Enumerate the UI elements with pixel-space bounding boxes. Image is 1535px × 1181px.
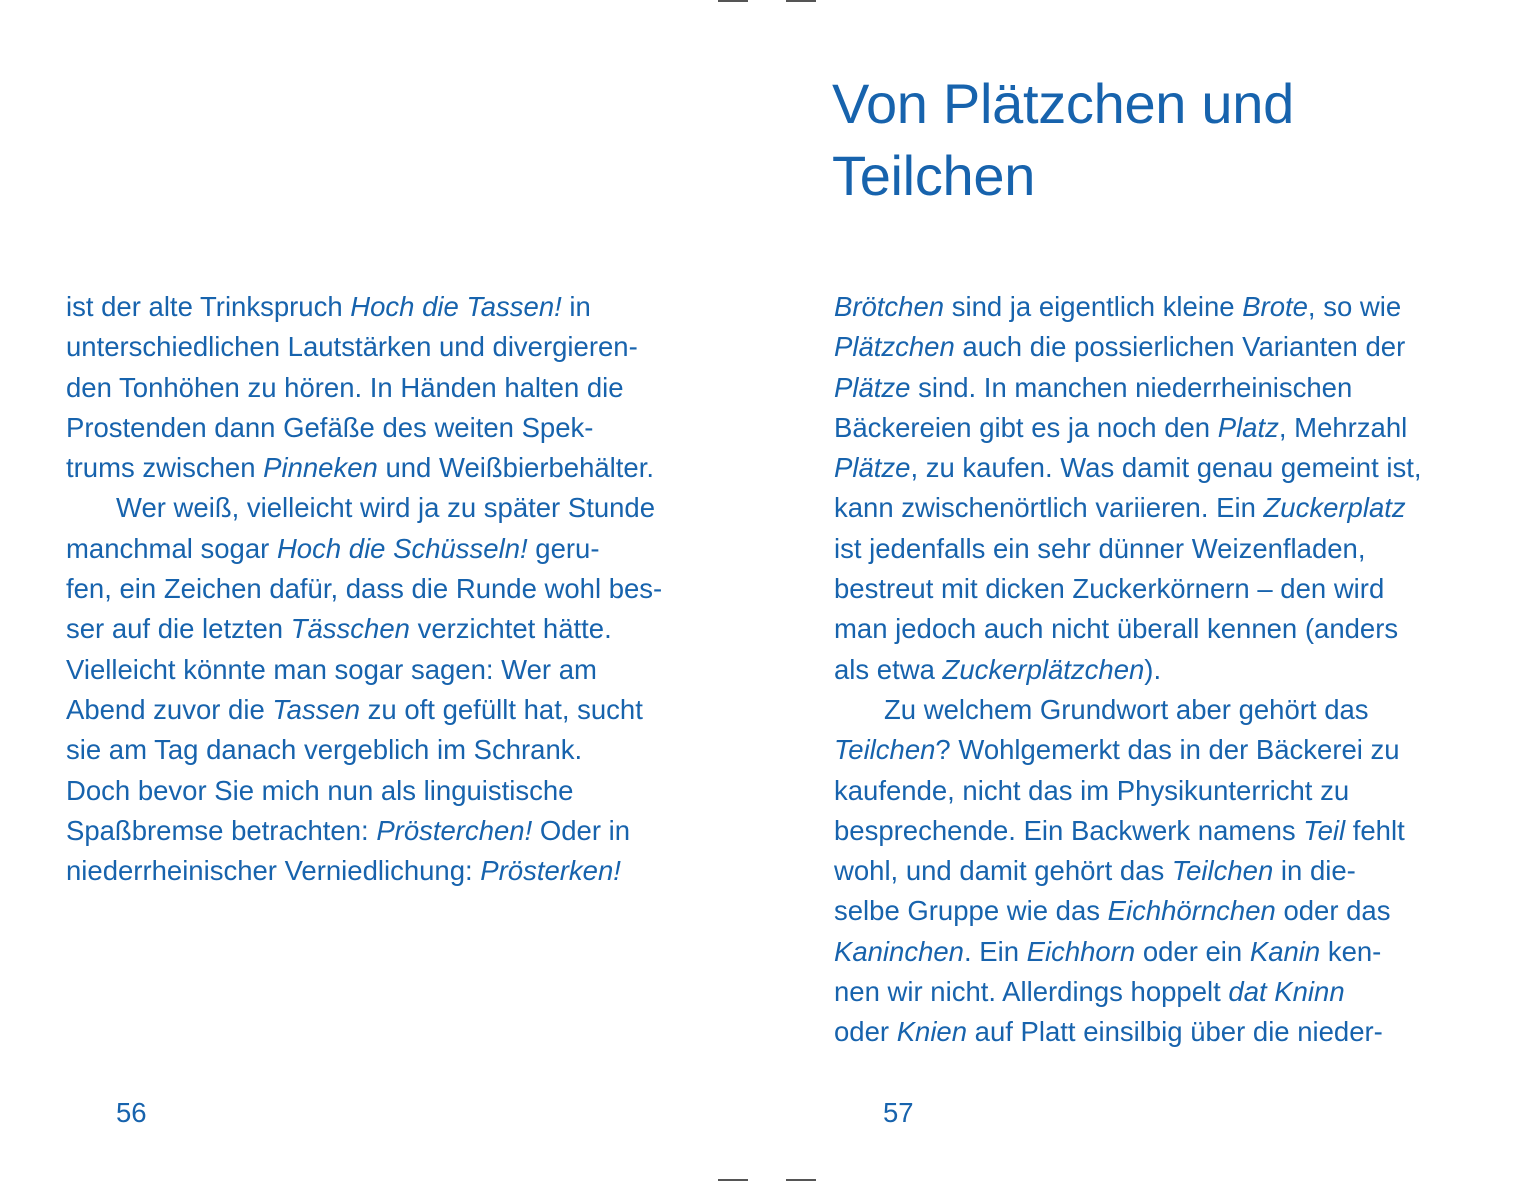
chapter-title-line: Teilchen <box>832 144 1036 207</box>
text-segment: Bäckereien gibt es ja noch den <box>834 411 1218 443</box>
italic-term: Hoch die Tassen! <box>350 291 562 322</box>
text-segment: wohl, und damit gehört das <box>834 855 1172 887</box>
italic-term: Prösterken! <box>480 855 621 887</box>
text-segment: ? Wohlgemerkt das in der Bäckerei zu <box>935 734 1400 766</box>
italic-term: Plätzchen <box>834 331 955 363</box>
italic-term: Eichhorn <box>1026 935 1136 967</box>
text-segment: man jedoch auch nicht überall kennen (anders <box>834 613 1399 645</box>
italic-term: Kaninchen <box>834 935 964 967</box>
italic-term: Teilchen <box>1171 855 1274 887</box>
text-segment: und Weißbierbehälter. <box>377 452 655 484</box>
text-segment: selbe Gruppe wie das <box>834 895 1108 927</box>
text-segment: Doch bevor Sie mich nun als linguistische <box>66 774 574 806</box>
text-line <box>834 327 1421 367</box>
text-segment: oder ein <box>1135 935 1250 967</box>
italic-term: Hoch die Schüsseln! <box>276 532 528 564</box>
text-segment: kaufende, nicht das im Physikunterricht zu <box>834 774 1350 806</box>
text-segment: Wer weiß, vielleicht wird ja zu später Stunde <box>116 492 656 524</box>
text-segment: kann zwischenörtlich variieren. Ein <box>834 492 1264 524</box>
italic-term: dat Kninn <box>1228 976 1345 1008</box>
text-line <box>66 811 662 851</box>
text-line <box>66 730 662 770</box>
text-segment: oder das <box>1275 895 1391 927</box>
italic-term: Kanin <box>1249 935 1321 967</box>
text-segment: , so wie <box>1307 291 1402 322</box>
italic-term: Teil <box>1303 814 1346 846</box>
text-line <box>66 408 662 448</box>
text-line <box>66 690 662 730</box>
text-segment: ist der alte Trinkspruch <box>66 291 351 322</box>
text-segment: auf Platt einsilbig über die nieder- <box>967 1016 1383 1048</box>
text-line <box>66 569 662 609</box>
text-segment: Spaßbremse betrachten: <box>66 814 377 846</box>
text-segment: ser auf die letzten <box>66 613 291 645</box>
italic-term: Tässchen <box>290 613 410 645</box>
text-line <box>66 287 662 327</box>
text-line <box>66 851 662 891</box>
italic-term: Knien <box>896 1016 968 1048</box>
text-line <box>834 287 1421 327</box>
text-line <box>834 448 1421 488</box>
italic-term: Teilchen <box>834 734 936 766</box>
text-line <box>834 811 1421 851</box>
text-segment: als etwa <box>834 653 943 685</box>
text-segment: Prostenden dann Gefäße des weiten Spek- <box>66 411 594 443</box>
text-segment: ). <box>1144 653 1162 685</box>
right-page <box>767 0 1535 1181</box>
italic-term: Zuckerplatz <box>1263 492 1406 524</box>
text-line <box>66 529 662 569</box>
text-segment: oder <box>834 1016 897 1048</box>
italic-term: Zuckerplätzchen <box>942 653 1145 685</box>
text-segment: in die- <box>1273 855 1356 887</box>
text-line <box>834 408 1421 448</box>
left-page-body-text <box>66 287 662 891</box>
text-segment: . Ein <box>963 935 1027 967</box>
italic-term: Prösterchen! <box>376 814 533 846</box>
left-page-number: 56 <box>116 1097 147 1128</box>
text-line <box>834 569 1421 609</box>
text-line <box>66 771 662 811</box>
right-page-number: 57 <box>883 1097 914 1128</box>
text-segment: geru- <box>527 532 600 564</box>
text-line <box>66 327 662 367</box>
text-segment: Abend zuvor die <box>66 693 273 725</box>
text-line <box>834 609 1421 649</box>
text-segment: , Mehrzahl <box>1278 411 1408 443</box>
text-segment: Zu welchem Grundwort aber gehört das <box>884 693 1369 725</box>
italic-term: Brötchen <box>834 291 945 322</box>
text-segment: sie am Tag danach vergeblich im Schrank. <box>66 734 583 766</box>
text-segment: ken- <box>1320 935 1382 967</box>
text-segment: den Tonhöhen zu hören. In Händen halten die <box>66 371 624 403</box>
text-segment: , zu kaufen. Was damit genau gemeint ist, <box>910 452 1422 484</box>
text-line <box>834 730 1421 770</box>
text-segment: sind. In manchen niederrheinischen <box>910 371 1353 403</box>
right-page-body-text <box>834 287 1421 1053</box>
text-line <box>834 368 1421 408</box>
text-segment: auch die possierlichen Varianten der <box>954 331 1406 363</box>
italic-term: Eichhörnchen <box>1107 895 1276 927</box>
italic-term: Brote <box>1242 291 1308 322</box>
text-line <box>66 609 662 649</box>
text-line <box>834 690 1421 730</box>
text-line <box>66 650 662 690</box>
text-segment: bestreut mit dicken Zuckerkörnern – den wird <box>834 573 1385 605</box>
italic-term: Platz <box>1217 411 1279 443</box>
text-segment: zu oft gefüllt hat, sucht <box>360 693 643 725</box>
text-segment: ist jedenfalls ein sehr dünner Weizenfladen, <box>834 532 1366 564</box>
text-segment: Vielleicht könnte man sogar sagen: Wer am <box>66 653 597 685</box>
text-line <box>834 771 1421 811</box>
italic-term: Plätze <box>834 371 911 403</box>
text-segment: manchmal sogar <box>66 532 277 564</box>
text-segment: verzichtet hätte. <box>409 613 612 645</box>
text-segment: nen wir nicht. Allerdings hoppelt <box>834 976 1229 1008</box>
text-line <box>66 368 662 408</box>
text-segment: besprechende. Ein Backwerk namens <box>834 814 1304 846</box>
italic-term: Pinneken <box>263 452 378 484</box>
text-segment: trums zwischen <box>66 452 264 484</box>
text-segment: fehlt <box>1345 814 1405 846</box>
text-segment: fen, ein Zeichen dafür, dass die Runde wohl bes- <box>66 573 663 605</box>
text-segment: sind ja eigentlich kleine <box>944 291 1243 322</box>
text-line <box>834 1012 1421 1052</box>
text-segment: Oder in <box>532 814 631 846</box>
chapter-title-line: Von Plätzchen und <box>832 72 1294 135</box>
text-line <box>66 448 662 488</box>
italic-term: Tassen <box>272 693 361 725</box>
text-line <box>834 529 1421 569</box>
left-page <box>0 0 767 1181</box>
text-line <box>834 972 1421 1012</box>
text-line <box>834 650 1421 690</box>
text-line <box>834 488 1421 528</box>
text-segment: in <box>561 291 591 322</box>
text-line <box>66 488 662 528</box>
italic-term: Plätze <box>834 452 911 484</box>
text-segment: unterschiedlichen Lautstärken und divergieren- <box>66 331 638 363</box>
text-line <box>834 851 1421 891</box>
text-line <box>834 891 1421 931</box>
chapter-title <box>832 68 1294 212</box>
text-segment: niederrheinischer Verniedlichung: <box>66 855 481 887</box>
text-line <box>834 932 1421 972</box>
